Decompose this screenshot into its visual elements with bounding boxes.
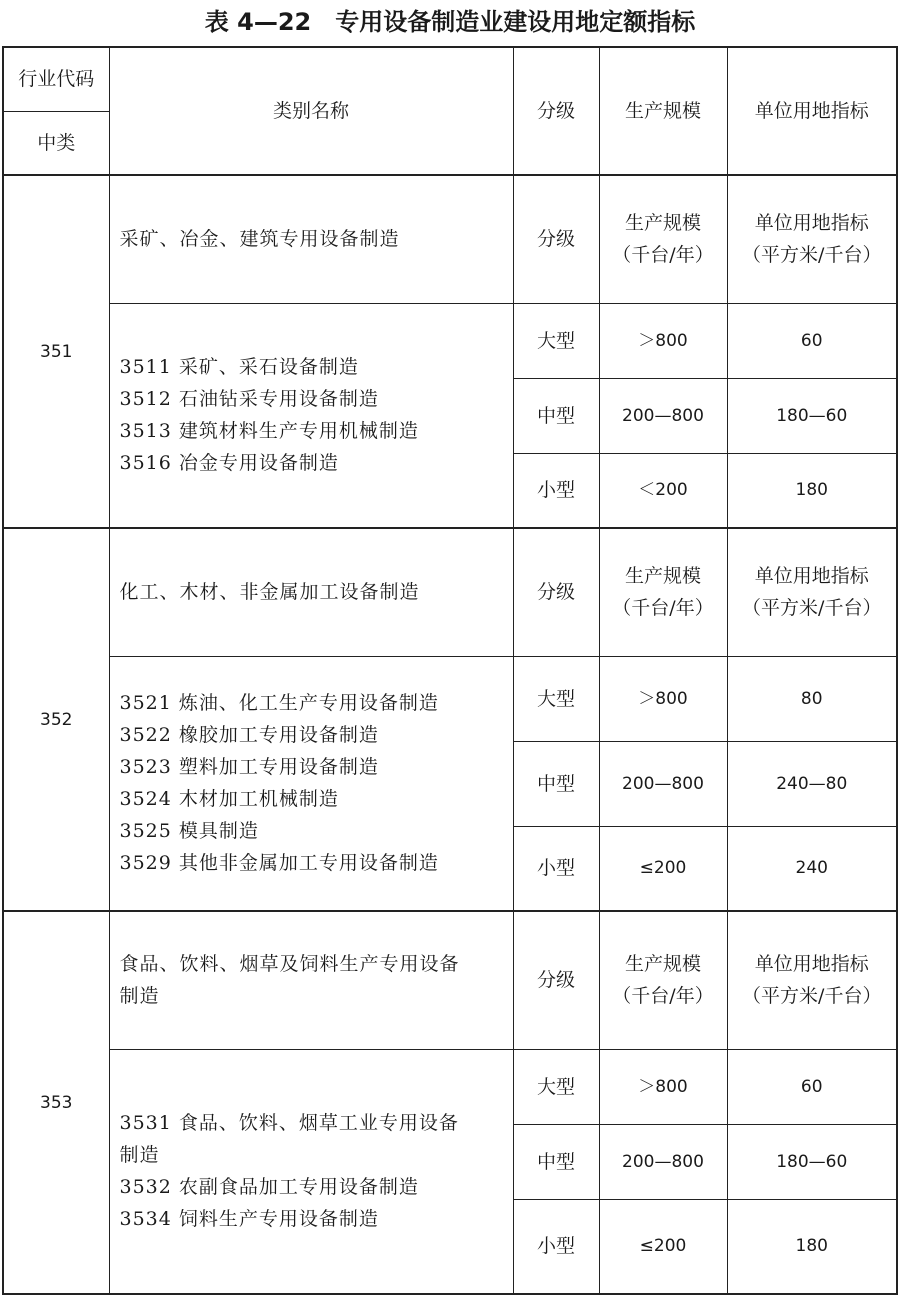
grade-label: 分级	[513, 175, 599, 303]
summary-line: 制造	[119, 985, 160, 1008]
grade-cell: 小型	[513, 453, 599, 528]
grade-cell: 大型	[513, 303, 599, 378]
list-item: 3521 炼油、化工生产专用设备制造	[119, 692, 439, 715]
index-cell: 240—80	[727, 741, 897, 826]
index-unit: （平方米/千台）	[742, 985, 882, 1008]
scale-cell: 200—800	[599, 378, 727, 453]
scale-cell: 200—800	[599, 1124, 727, 1199]
summary-line: 食品、饮料、烟草及饲料生产专用设备	[119, 953, 460, 976]
scale-unit: （千台/年）	[612, 597, 714, 620]
grade-cell: 中型	[513, 1124, 599, 1199]
table-row	[3, 656, 897, 741]
list-item: 3513 建筑材料生产专用机械制造	[119, 420, 419, 443]
list-item: 3511 采矿、采石设备制造	[119, 356, 359, 379]
table-row	[3, 303, 897, 378]
scale-label-cell	[599, 528, 727, 656]
code-cell: 353	[3, 911, 109, 1294]
scale-cell: 200—800	[599, 741, 727, 826]
grade-cell: 小型	[513, 826, 599, 911]
index-label: 单位用地指标	[754, 565, 869, 588]
list-item: 制造	[119, 1144, 160, 1167]
index-unit: （平方米/千台）	[742, 597, 882, 620]
list-item: 3532 农副食品加工专用设备制造	[119, 1176, 419, 1199]
scale-label: 生产规模	[624, 212, 701, 235]
table-row	[3, 175, 897, 303]
index-cell: 180	[727, 453, 897, 528]
list-item: 3529 其他非金属加工专用设备制造	[119, 852, 439, 875]
index-cell: 60	[727, 1049, 897, 1124]
list-item: 3522 橡胶加工专用设备制造	[119, 724, 379, 747]
list-item: 3534 饲料生产专用设备制造	[119, 1208, 379, 1231]
scale-unit: （千台/年）	[612, 985, 714, 1008]
grade-cell: 大型	[513, 1049, 599, 1124]
scale-cell: ＞800	[599, 1049, 727, 1124]
group-summary-name	[109, 911, 513, 1049]
index-cell: 180—60	[727, 1124, 897, 1199]
index-label-cell	[727, 911, 897, 1049]
scale-cell: ≤200	[599, 826, 727, 911]
index-unit: （平方米/千台）	[742, 244, 882, 267]
group-summary-name: 化工、木材、非金属加工设备制造	[109, 528, 513, 656]
code-cell: 351	[3, 175, 109, 528]
grade-label: 分级	[513, 528, 599, 656]
list-item: 3525 模具制造	[119, 820, 259, 843]
table-row	[3, 1049, 897, 1124]
header-industry-code: 行业代码	[3, 47, 109, 111]
index-cell: 60	[727, 303, 897, 378]
table-title: 表 4—22 专用设备制造业建设用地定额指标	[204, 8, 696, 36]
table-row	[3, 911, 897, 1049]
header-land-index: 单位用地指标	[727, 47, 897, 175]
grade-cell: 中型	[513, 378, 599, 453]
index-label-cell	[727, 175, 897, 303]
scale-label: 生产规模	[624, 953, 701, 976]
scale-label-cell	[599, 175, 727, 303]
list-item: 3516 冶金专用设备制造	[119, 452, 339, 475]
index-cell: 80	[727, 656, 897, 741]
index-label-cell	[727, 528, 897, 656]
grade-cell: 大型	[513, 656, 599, 741]
code-cell: 352	[3, 528, 109, 911]
land-quota-table	[2, 46, 898, 1295]
index-cell: 240	[727, 826, 897, 911]
index-cell: 180—60	[727, 378, 897, 453]
subcategory-list	[109, 303, 513, 528]
list-item: 3523 塑料加工专用设备制造	[119, 756, 379, 779]
scale-unit: （千台/年）	[612, 244, 714, 267]
list-item: 3531 食品、饮料、烟草工业专用设备	[119, 1112, 459, 1135]
scale-cell: ≤200	[599, 1199, 727, 1294]
table-row	[3, 528, 897, 656]
scale-cell: ＞800	[599, 303, 727, 378]
scale-cell: ＞800	[599, 656, 727, 741]
subcategory-list	[109, 656, 513, 911]
header-mid-class: 中类	[3, 111, 109, 175]
index-label: 单位用地指标	[754, 212, 869, 235]
list-item: 3512 石油钻采专用设备制造	[119, 388, 379, 411]
index-cell: 180	[727, 1199, 897, 1294]
grade-label: 分级	[513, 911, 599, 1049]
header-grade: 分级	[513, 47, 599, 175]
scale-label-cell	[599, 911, 727, 1049]
header-category-name: 类别名称	[109, 47, 513, 175]
list-item: 3524 木材加工机械制造	[119, 788, 339, 811]
grade-cell: 小型	[513, 1199, 599, 1294]
index-label: 单位用地指标	[754, 953, 869, 976]
group-summary-name: 采矿、冶金、建筑专用设备制造	[109, 175, 513, 303]
header-scale: 生产规模	[599, 47, 727, 175]
subcategory-list	[109, 1049, 513, 1294]
grade-cell: 中型	[513, 741, 599, 826]
scale-cell: ＜200	[599, 453, 727, 528]
scale-label: 生产规模	[624, 565, 701, 588]
